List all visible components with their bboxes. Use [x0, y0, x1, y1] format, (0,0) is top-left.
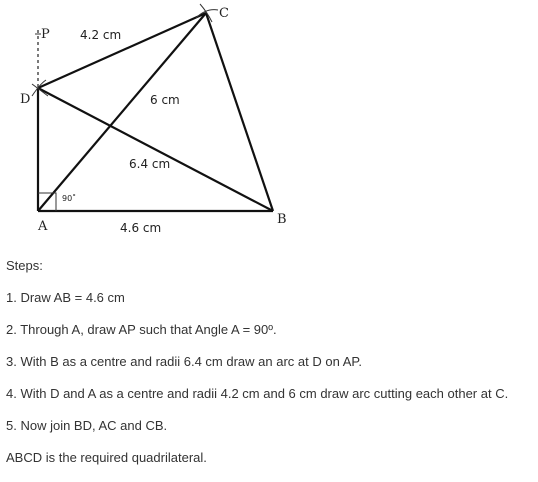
- side-dc: [38, 13, 206, 88]
- steps-heading: Steps:: [6, 258, 43, 273]
- point-label-c: C: [219, 6, 229, 21]
- point-label-a: A: [38, 219, 48, 234]
- point-label-d: D: [20, 92, 31, 107]
- step-item: 1. Draw AB = 4.6 cm: [6, 290, 125, 305]
- steps-conclusion: ABCD is the required quadrilateral.: [6, 450, 207, 465]
- measure-label-dc: 4.2 cm: [80, 28, 122, 42]
- measure-label-ab: 4.6 cm: [120, 221, 162, 235]
- steps-section: [6, 258, 534, 482]
- step-item: 5. Now join BD, AC and CB.: [6, 418, 168, 433]
- angle-label-a: 90˚: [62, 194, 77, 203]
- point-label-b: B: [277, 212, 287, 227]
- step-item: 2. Through A, draw AP such that Angle A = 90º.: [6, 322, 277, 337]
- diagonal-ac: [38, 13, 206, 211]
- measure-label-bd: 6.4 cm: [129, 157, 171, 171]
- step-item: 4. With D and A as a centre and radii 4.2 cm and 6 cm draw arc cutting each other at C.: [6, 386, 509, 401]
- measure-label-ac: 6 cm: [150, 93, 180, 107]
- point-label-p: P: [41, 27, 50, 42]
- step-item: 3. With B as a centre and radii 6.4 cm draw an arc at D on AP.: [6, 354, 362, 369]
